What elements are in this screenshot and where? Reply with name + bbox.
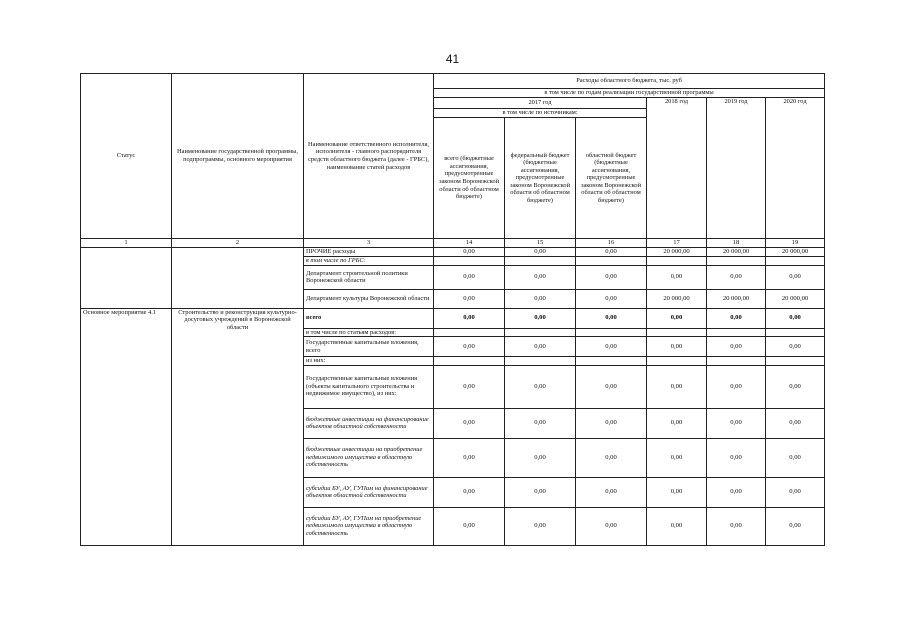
year-2018-header: 2018 год [647,98,707,239]
status-cell: Основное мероприятие 4.1 [81,308,172,545]
value-cell [766,257,825,266]
value-cell [707,357,766,366]
row-label: субсидии БУ, АУ, ГУПам на приобретение недвижимого имущества в областную собственность [304,507,434,545]
value-cell [505,328,576,337]
value-cell: 0,00 [505,308,576,328]
column-number: 15 [505,239,576,248]
year-2017-header: 2017 год [434,98,647,109]
value-cell: 0,00 [434,477,505,507]
value-cell: 0,00 [647,477,707,507]
value-cell: 0,00 [434,248,505,257]
value-cell [434,257,505,266]
value-cell [707,257,766,266]
column-number: 2 [172,239,304,248]
value-cell [766,357,825,366]
value-cell [576,328,647,337]
value-cell: 0,00 [505,289,576,308]
value-cell: 0,00 [434,289,505,308]
program-name-header: Наименование государственной программы, подпрограммы, основного мероприятия [172,74,304,239]
status-cell [81,248,172,309]
value-cell: 0,00 [505,408,576,438]
row-label: Департамент культуры Воронежской области [304,289,434,308]
value-cell: 0,00 [576,289,647,308]
value-cell: 0,00 [505,265,576,289]
value-cell: 0,00 [576,337,647,357]
year-2020-header: 2020 год [766,98,825,239]
program-cell: Строительство и реконструкция культурно-досуговых учреждений в Воронежской области [172,308,304,545]
value-cell: 0,00 [576,308,647,328]
value-cell [576,257,647,266]
value-cell: 0,00 [505,365,576,408]
value-cell: 0,00 [647,365,707,408]
value-cell [505,357,576,366]
value-cell: 0,00 [434,408,505,438]
value-cell: 0,00 [707,365,766,408]
column-number: 14 [434,239,505,248]
value-cell: 0,00 [576,265,647,289]
value-cell [707,328,766,337]
column-numbers-row [81,239,825,248]
value-cell: 20 000,00 [647,289,707,308]
table-row [81,308,825,328]
value-cell: 0,00 [707,308,766,328]
value-cell [647,257,707,266]
value-cell [647,328,707,337]
value-cell: 0,00 [576,365,647,408]
row-label: Государственные капитальные вложения (объекты капитального строительства и недвижимое имущество), из них: [304,365,434,408]
value-cell: 0,00 [647,337,707,357]
value-cell: 0,00 [707,337,766,357]
value-cell: 0,00 [766,408,825,438]
block-other-expenses [81,248,825,309]
total-header: всего (бюджетные ассигнования, предусмотренные законом Воронежской области об областном бюджете) [434,118,505,239]
value-cell [766,328,825,337]
value-cell: 0,00 [505,477,576,507]
value-cell: 20 000,00 [707,248,766,257]
value-cell: 0,00 [766,308,825,328]
value-cell: 0,00 [434,438,505,477]
column-number: 19 [766,239,825,248]
row-label: всего [304,308,434,328]
column-number: 17 [647,239,707,248]
column-number: 18 [707,239,766,248]
value-cell: 0,00 [505,337,576,357]
row-label: бюджетные инвестиции на финансирование объектов областной собственности [304,408,434,438]
value-cell [434,357,505,366]
year-2019-header: 2019 год [707,98,766,239]
value-cell: 0,00 [707,438,766,477]
value-cell: 0,00 [707,265,766,289]
value-cell: 0,00 [576,248,647,257]
executor-name-header: Наименование ответственного исполнителя, исполнителя - главного распорядителя средств областного бюджета (далее - ГРБС), наименование статей расходов [304,74,434,239]
value-cell [576,357,647,366]
value-cell: 0,00 [647,308,707,328]
status-header: Статус [81,74,172,239]
value-cell: 0,00 [707,477,766,507]
row-label: субсидии БУ, АУ, ГУПам на финансирование объектов областной собственности [304,477,434,507]
value-cell: 20 000,00 [647,248,707,257]
value-cell: 0,00 [576,477,647,507]
value-cell: 0,00 [707,507,766,545]
value-cell: 0,00 [576,438,647,477]
value-cell: 0,00 [505,248,576,257]
value-cell: 0,00 [434,308,505,328]
row-label: Департамент строительной политики Воронежской области [304,265,434,289]
value-cell: 0,00 [766,365,825,408]
block-main-activity-4-1 [81,308,825,545]
program-cell [172,248,304,309]
federal-header: федеральный бюджет (бюджетные ассигнования, предусмотренные законом Воронежской области об областном бюджете) [505,118,576,239]
value-cell [647,357,707,366]
value-cell: 0,00 [647,507,707,545]
value-cell: 20 000,00 [766,248,825,257]
by-years-header: в том числе по годам реализации государственной программы [434,89,825,98]
value-cell: 0,00 [505,507,576,545]
column-number: 3 [304,239,434,248]
value-cell: 0,00 [766,265,825,289]
value-cell: 0,00 [647,265,707,289]
budget-table [80,73,825,546]
value-cell: 20 000,00 [766,289,825,308]
value-cell: 0,00 [647,408,707,438]
column-number: 1 [81,239,172,248]
value-cell: 20 000,00 [707,289,766,308]
column-number: 16 [576,239,647,248]
value-cell: 0,00 [766,337,825,357]
value-cell: 0,00 [434,507,505,545]
page-number: 41 [445,52,460,66]
by-sources-header: в том числе по источникам: [434,109,647,118]
regional-header: областной бюджет (бюджетные ассигнования, предусмотренные законом Воронежской области об областном бюджете) [576,118,647,239]
budget-title-header: Расходы областного бюджета, тыс. руб [434,74,825,89]
table-row [81,248,825,257]
value-cell: 0,00 [766,477,825,507]
row-label: бюджетные инвестиции на приобретение недвижимого имущества в областную собственность [304,438,434,477]
value-cell: 0,00 [766,438,825,477]
value-cell: 0,00 [576,408,647,438]
row-label: Государственные капитальные вложения, всего [304,337,434,357]
value-cell: 0,00 [576,507,647,545]
value-cell: 0,00 [766,507,825,545]
row-label: из них: [304,357,434,366]
value-cell: 0,00 [434,265,505,289]
value-cell [434,328,505,337]
value-cell: 0,00 [434,337,505,357]
value-cell: 0,00 [707,408,766,438]
value-cell: 0,00 [434,365,505,408]
value-cell [505,257,576,266]
row-label: в том числе по статьям расходов: [304,328,434,337]
table-header [81,74,825,248]
row-label: ПРОЧИЕ расходы [304,248,434,257]
row-label: в том числе по ГРБС: [304,257,434,266]
value-cell: 0,00 [505,438,576,477]
value-cell: 0,00 [647,438,707,477]
